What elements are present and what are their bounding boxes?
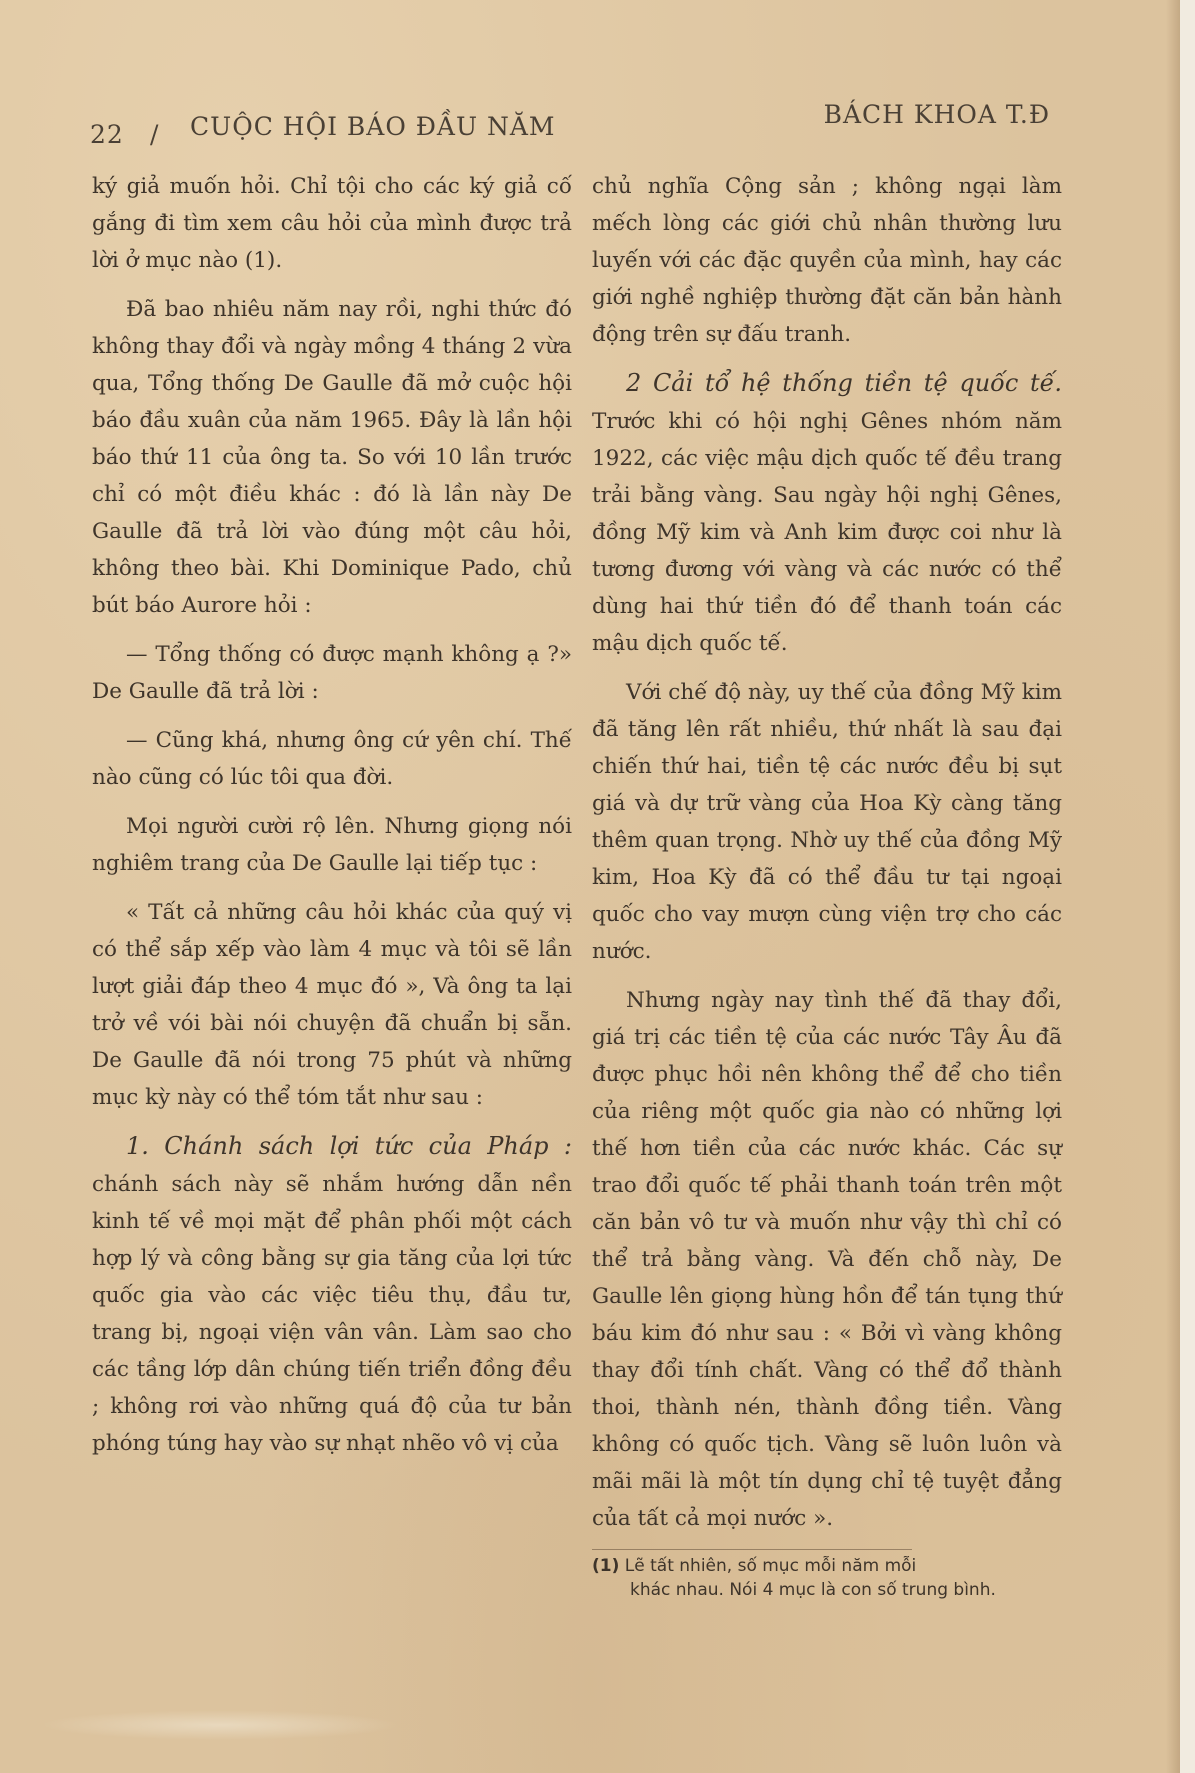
section-paragraph xyxy=(592,365,1062,662)
section-heading: 1. Chánh sách lợi tức của Pháp : xyxy=(126,1132,572,1160)
right-column xyxy=(592,168,1062,1602)
paper-stain xyxy=(40,1710,400,1740)
paragraph: Nhưng ngày nay tình thế đã thay đổi, giá trị các tiền tệ của các nước Tây Âu đã được phục hồi nên không thể để cho tiền của riêng một quốc gia nào có những lợi thế hơn tiền của các nước khác. Các sự trao đổi quốc tế phải thanh toán trên một căn bản vô tư và muốn như vậy thì chỉ có thể trả bằng vàng. Và đến chỗ này, De Gaulle lên giọng hùng hồn để tán tụng thứ báu kim đó như sau : « Bởi vì vàng không thay đổi tính chất. Vàng có thể đổ thành thoi, thành nén, thành đồng tiền. Vàng không có quốc tịch. Vàng sẽ luôn luôn và mãi mãi là một tín dụng chỉ tệ tuyệt đẳng của tất cả mọi nước ». xyxy=(592,988,1062,1531)
header-separator: / xyxy=(150,120,160,149)
paragraph: ký giả muốn hỏi. Chỉ tội cho các ký giả cố gắng đi tìm xem câu hỏi của mình được trả lời ở mục nào (1). xyxy=(92,174,572,273)
page-spine-shadow xyxy=(1166,0,1180,1773)
section-paragraph xyxy=(92,1128,572,1462)
paragraph: — Cũng khá, nhưng ông cứ yên chí. Thế nào cũng có lúc tôi qua đời. xyxy=(92,728,572,790)
running-header xyxy=(90,100,1050,150)
paragraph: — Tổng thống có được mạnh không ạ ?» De Gaulle đã trả lời : xyxy=(92,642,572,704)
paragraph: « Tất cả những câu hỏi khác của quý vị có thể sắp xếp vào làm 4 mục và tôi sẽ lần lượt giải đáp theo 4 mục đó », Và ông ta lại trở về vói bài nói chuyện đã chuẩn bị sẵn. De Gaulle đã nói trong 75 phút và những mục kỳ này có thể tóm tắt như sau : xyxy=(92,900,572,1110)
paragraph: Mọi người cười rộ lên. Nhưng giọng nói nghiêm trang của De Gaulle lại tiếp tục : xyxy=(92,814,572,876)
footnote xyxy=(592,1554,1062,1602)
footnote-divider xyxy=(592,1549,912,1550)
footnote-line: khác nhau. Nói 4 mục là con số trung bình. xyxy=(630,1580,996,1600)
paragraph: Đã bao nhiêu năm nay rồi, nghi thức đó không thay đổi và ngày mồng 4 tháng 2 vừa qua, Tổng thống De Gaulle đã mở cuộc hội báo đầu xuân của năm 1965. Đây là lần hội báo thứ 11 của ông ta. So với 10 lần trước chỉ có một điều khác : đó là lần này De Gaulle đã trả lời vào đúng một câu hỏi, không theo bài. Khi Dominique Pado, chủ bút báo Aurore hỏi : xyxy=(92,297,572,618)
left-column xyxy=(92,168,572,1474)
page-number: 22 xyxy=(90,120,124,149)
section-body: chánh sách này sẽ nhắm hướng dẫn nền kinh tế về mọi mặt để phân phối một cách hợp lý và công bằng sự gia tăng của lợi tức quốc gia vào các việc tiêu thụ, đầu tư, trang bị, ngoại viện vân vân. Làm sao cho các tầng lớp dân chúng tiến triển đồng đều ; không rơi vào những quá độ của tư bản phóng túng hay vào sự nhạt nhẽo vô vị của xyxy=(92,1172,572,1456)
section-body: Trước khi có hội nghị Gênes nhóm năm 1922, các việc mậu dịch quốc tế đều trang trải bằng vàng. Sau ngày hội nghị Gênes, đồng Mỹ kim và Anh kim được coi như là tương đương với vàng và các nước có thể dùng hai thứ tiền đó để thanh toán các mậu dịch quốc tế. xyxy=(592,409,1062,656)
footnote-line: Lẽ tất nhiên, số mục mỗi năm mỗi xyxy=(624,1556,917,1576)
footnote-mark: (1) xyxy=(592,1556,620,1576)
section-heading: 2 Cải tổ hệ thống tiền tệ quốc tế. xyxy=(626,369,1062,397)
paragraph: Với chế độ này, uy thế của đồng Mỹ kim đã tăng lên rất nhiều, thứ nhất là sau đại chiến thứ hai, tiền tệ các nước đều bị sụt giá và dự trữ vàng của Hoa Kỳ càng tăng thêm quan trọng. Nhờ uy thế của đồng Mỹ kim, Hoa Kỳ đã có thể đầu tư tại ngoại quốc cho vay mượn cùng viện trợ cho các nước. xyxy=(592,680,1062,964)
paragraph: chủ nghĩa Cộng sản ; không ngại làm mếch lòng các giới chủ nhân thường lưu luyến với các đặc quyền của mình, hay các giới nghề nghiệp thường đặt căn bản hành động trên sự đấu tranh. xyxy=(592,174,1062,347)
article-title: CUỘC HỘI BÁO ĐẦU NĂM xyxy=(190,112,556,141)
publication-title: BÁCH KHOA T.Đ xyxy=(823,100,1050,129)
